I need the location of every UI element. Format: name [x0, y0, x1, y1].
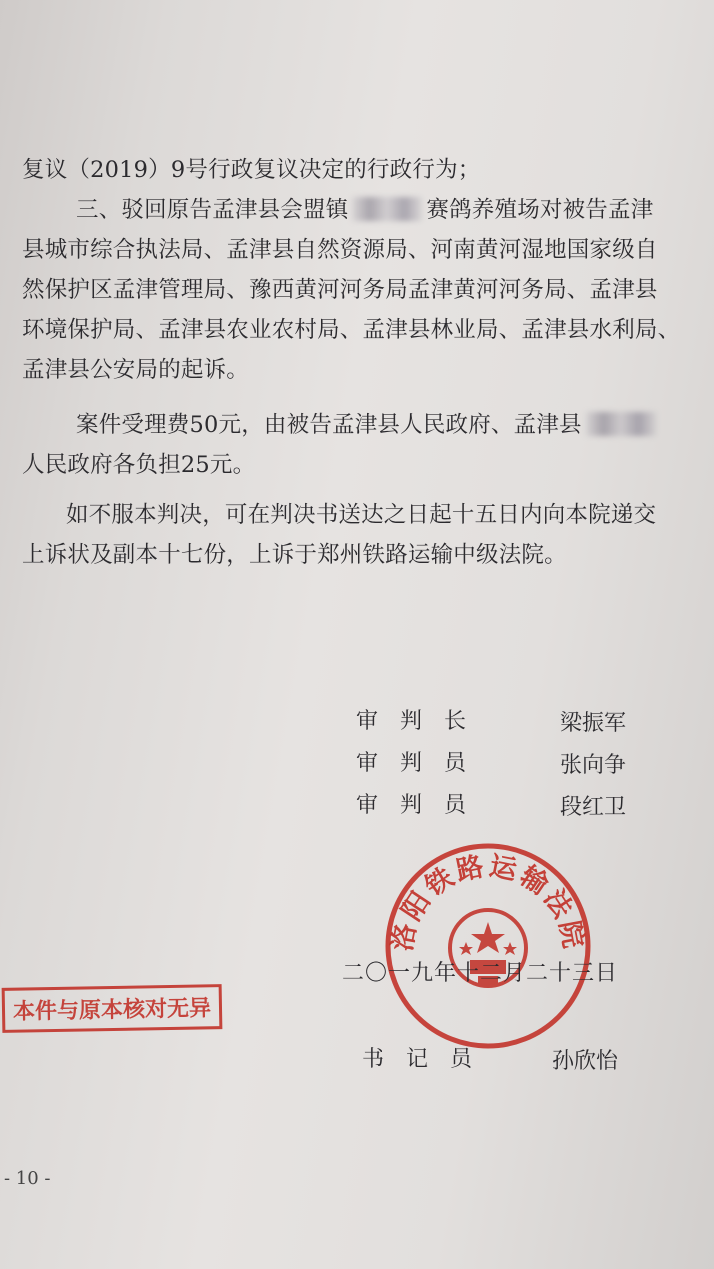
page-number [4, 1168, 51, 1189]
paragraph-line [0, 150, 714, 190]
date-text: 二〇一九年十二月二十三日 [342, 961, 619, 986]
text-line-9: 如不服本判决，可在判决书送达之日起十五日内向本院递交 [66, 502, 657, 528]
redacted-blur [352, 197, 422, 221]
paragraph-line [0, 230, 714, 270]
signature-row [356, 790, 488, 822]
signature-row [356, 706, 488, 738]
paragraph-line [0, 405, 714, 445]
clerk-role: 书记员 [362, 1047, 495, 1072]
paragraph-line [0, 445, 714, 485]
signature-role: 审判员 [356, 793, 489, 818]
text-line-4: 然保护区孟津管理局、豫西黄河河务局孟津黄河河务局、孟津县 [22, 277, 658, 303]
signature-row [356, 748, 488, 780]
text-line-10: 上诉状及副本十七份，上诉于郑州铁路运输中级法院。 [22, 542, 567, 568]
paragraph-line [0, 350, 714, 390]
paragraph-line [0, 270, 714, 310]
court-seal [378, 836, 598, 1056]
signature-role: 审判长 [356, 709, 489, 734]
judgment-date [342, 958, 618, 990]
signature-name [560, 708, 626, 740]
redacted-blur [586, 412, 656, 436]
text-line-8: 人民政府各负担25元。 [22, 452, 256, 478]
paragraph-line [0, 310, 714, 350]
text-line-6: 孟津县公安局的起诉。 [22, 357, 250, 383]
clerk-name [552, 1046, 618, 1078]
text-line-7: 案件受理费50元，由被告孟津县人民政府、孟津县 [76, 412, 582, 438]
text-line-2b: 赛鸽养殖场对被告孟津 [426, 197, 654, 223]
judge-name: 张向争 [560, 753, 627, 778]
svg-text:洛阳铁路运输法院: 洛阳铁路运输法院 [386, 850, 590, 954]
cert-stamp-text: 本件与原本核对无异 [12, 996, 212, 1025]
text-line-2a: 三、驳回原告孟津县会盟镇 [76, 197, 349, 223]
page-number-text: - 10 - [4, 1168, 51, 1189]
paragraph-line [0, 190, 714, 230]
clerk-name-text: 孙欣怡 [552, 1049, 619, 1074]
judge-name: 梁振军 [560, 711, 627, 736]
paragraph-line [0, 495, 714, 535]
paragraph-line [0, 535, 714, 575]
text-line-1: 复议（2019）9号行政复议决定的行政行为； [22, 157, 481, 183]
judge-name: 段红卫 [560, 795, 627, 820]
text-line-5: 环境保护局、孟津县农业农村局、孟津县林业局、孟津县水利局、 [22, 317, 681, 343]
certification-stamp [2, 984, 223, 1033]
signature-role: 审判员 [356, 751, 489, 776]
signature-name [560, 750, 626, 782]
signature-name [560, 792, 626, 824]
text-line-3: 县城市综合执法局、孟津县自然资源局、河南黄河湿地国家级自 [22, 237, 658, 263]
clerk-row [362, 1044, 494, 1076]
